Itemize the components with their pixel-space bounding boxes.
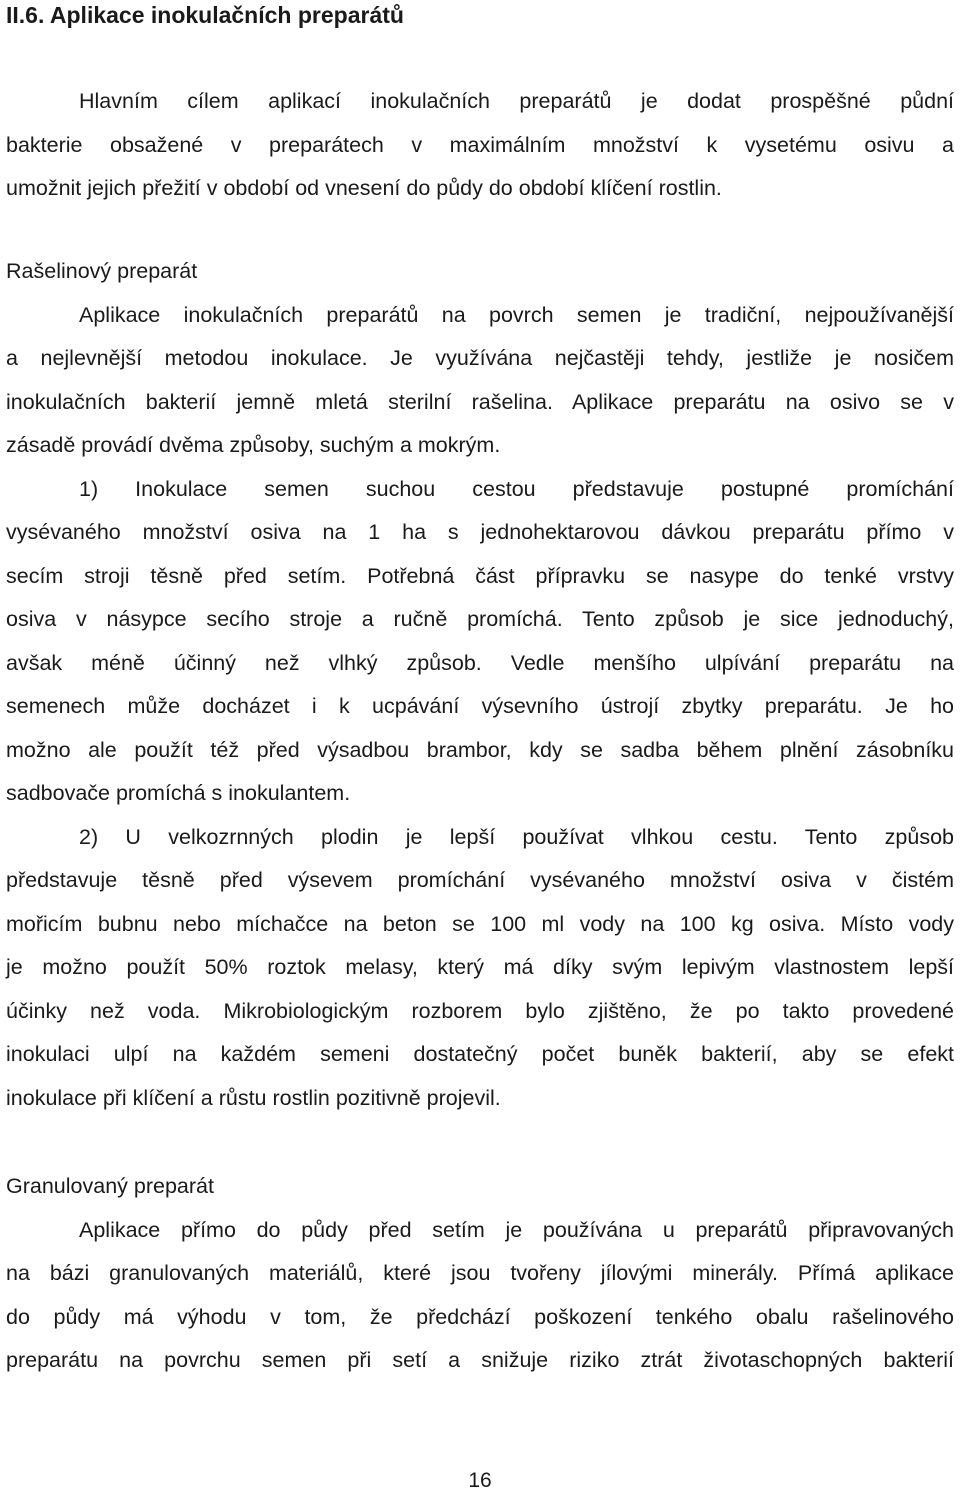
- text-line: avšak méně účinný než vlhký způsob. Vedle menšího ulpívání preparátu na: [6, 650, 954, 675]
- section-heading: II.6. Aplikace inokulačních preparátů: [6, 2, 404, 28]
- text-line: a nejlevnější metodou inokulace. Je využívána nejčastěji tehdy, jestliže je nosičem: [6, 346, 954, 370]
- text-line: možno ale použít též před výsadbou brambor, kdy se sadba během plnění zásobníku: [6, 737, 954, 762]
- text-line: preparátu na povrchu semen při setí a snižuje riziko ztrát životaschopných bakterií: [6, 1348, 954, 1372]
- text-line: inokulace při klíčení a růstu rostlin pozitivně projevil.: [6, 1085, 501, 1110]
- text-line: sadbovače promíchá s inokulantem.: [6, 781, 351, 805]
- text-line: Aplikace inokulačních preparátů na povrch semen je tradiční, nejpoužívanější: [79, 302, 954, 327]
- text-line: secím stroji těsně před setím. Potřebná část přípravku se nasype do tenké vrstvy: [6, 563, 954, 588]
- intro-paragraph: [6, 80, 954, 211]
- text-line: mořicím bubnu nebo míchačce na beton se 100 ml vody na 100 kg osiva. Místo vody: [6, 911, 954, 936]
- subsection-title: Granulovaný preparát: [6, 1174, 214, 1198]
- text-line: 2) U velkozrnných plodin je lepší používat vlhkou cestu. Tento způsob: [79, 824, 954, 849]
- subsection-title: Rašelinový preparát: [6, 259, 198, 283]
- text-line: na bázi granulovaných materiálů, které jsou tvořeny jílovými minerály. Přímá aplikace: [6, 1261, 954, 1285]
- text-line: je možno použít 50% roztok melasy, který má díky svým lepivým vlastnostem lepší: [6, 955, 954, 979]
- text-line: vysévaného množství osiva na 1 ha s jednohektarovou dávkou preparátu přímo v: [6, 520, 954, 544]
- text-line: Aplikace přímo do půdy před setím je používána u preparátů připravovaných: [79, 1217, 954, 1242]
- text-line: semenech může docházet i k ucpávání výsevního ústrojí zbytky preparátu. Je ho: [6, 694, 954, 718]
- text-line: účinky než voda. Mikrobiologickým rozborem bylo zjištěno, že po takto provedené: [6, 998, 954, 1023]
- text-line: umožnit jejich přežití v období od vnesení do půdy do období klíčení rostlin.: [6, 176, 722, 200]
- page-number: 16: [468, 1469, 492, 1492]
- text-line: inokulaci ulpí na každém semeni dostatečný počet buněk bakterií, aby se efekt: [6, 1042, 954, 1066]
- text-line: 1) Inokulace semen suchou cestou představuje postupné promíchání: [79, 476, 954, 501]
- text-line: osiva v násypce secího stroje a ručně promíchá. Tento způsob je sice jednoduchý,: [6, 607, 954, 631]
- text-line: inokulačních bakterií jemně mletá sterilní rašelina. Aplikace preparátu na osivo se v: [6, 389, 954, 414]
- text-line: představuje těsně před výsevem promíchání vysévaného množství osiva v čistém: [6, 868, 954, 892]
- granulated-preparation-section: [6, 1165, 954, 1383]
- text-line: zásadě provádí dvěma způsoby, suchým a mokrým.: [6, 433, 501, 457]
- peat-preparation-section: [6, 250, 954, 1120]
- text-line: do půdy má výhodu v tom, že předchází poškození tenkého obalu rašelinového: [6, 1304, 954, 1329]
- text-line: Hlavním cílem aplikací inokulačních preparátů je dodat prospěšné půdní: [79, 89, 954, 113]
- text-line: bakterie obsažené v preparátech v maximálním množství k vysetému osivu a: [6, 132, 954, 157]
